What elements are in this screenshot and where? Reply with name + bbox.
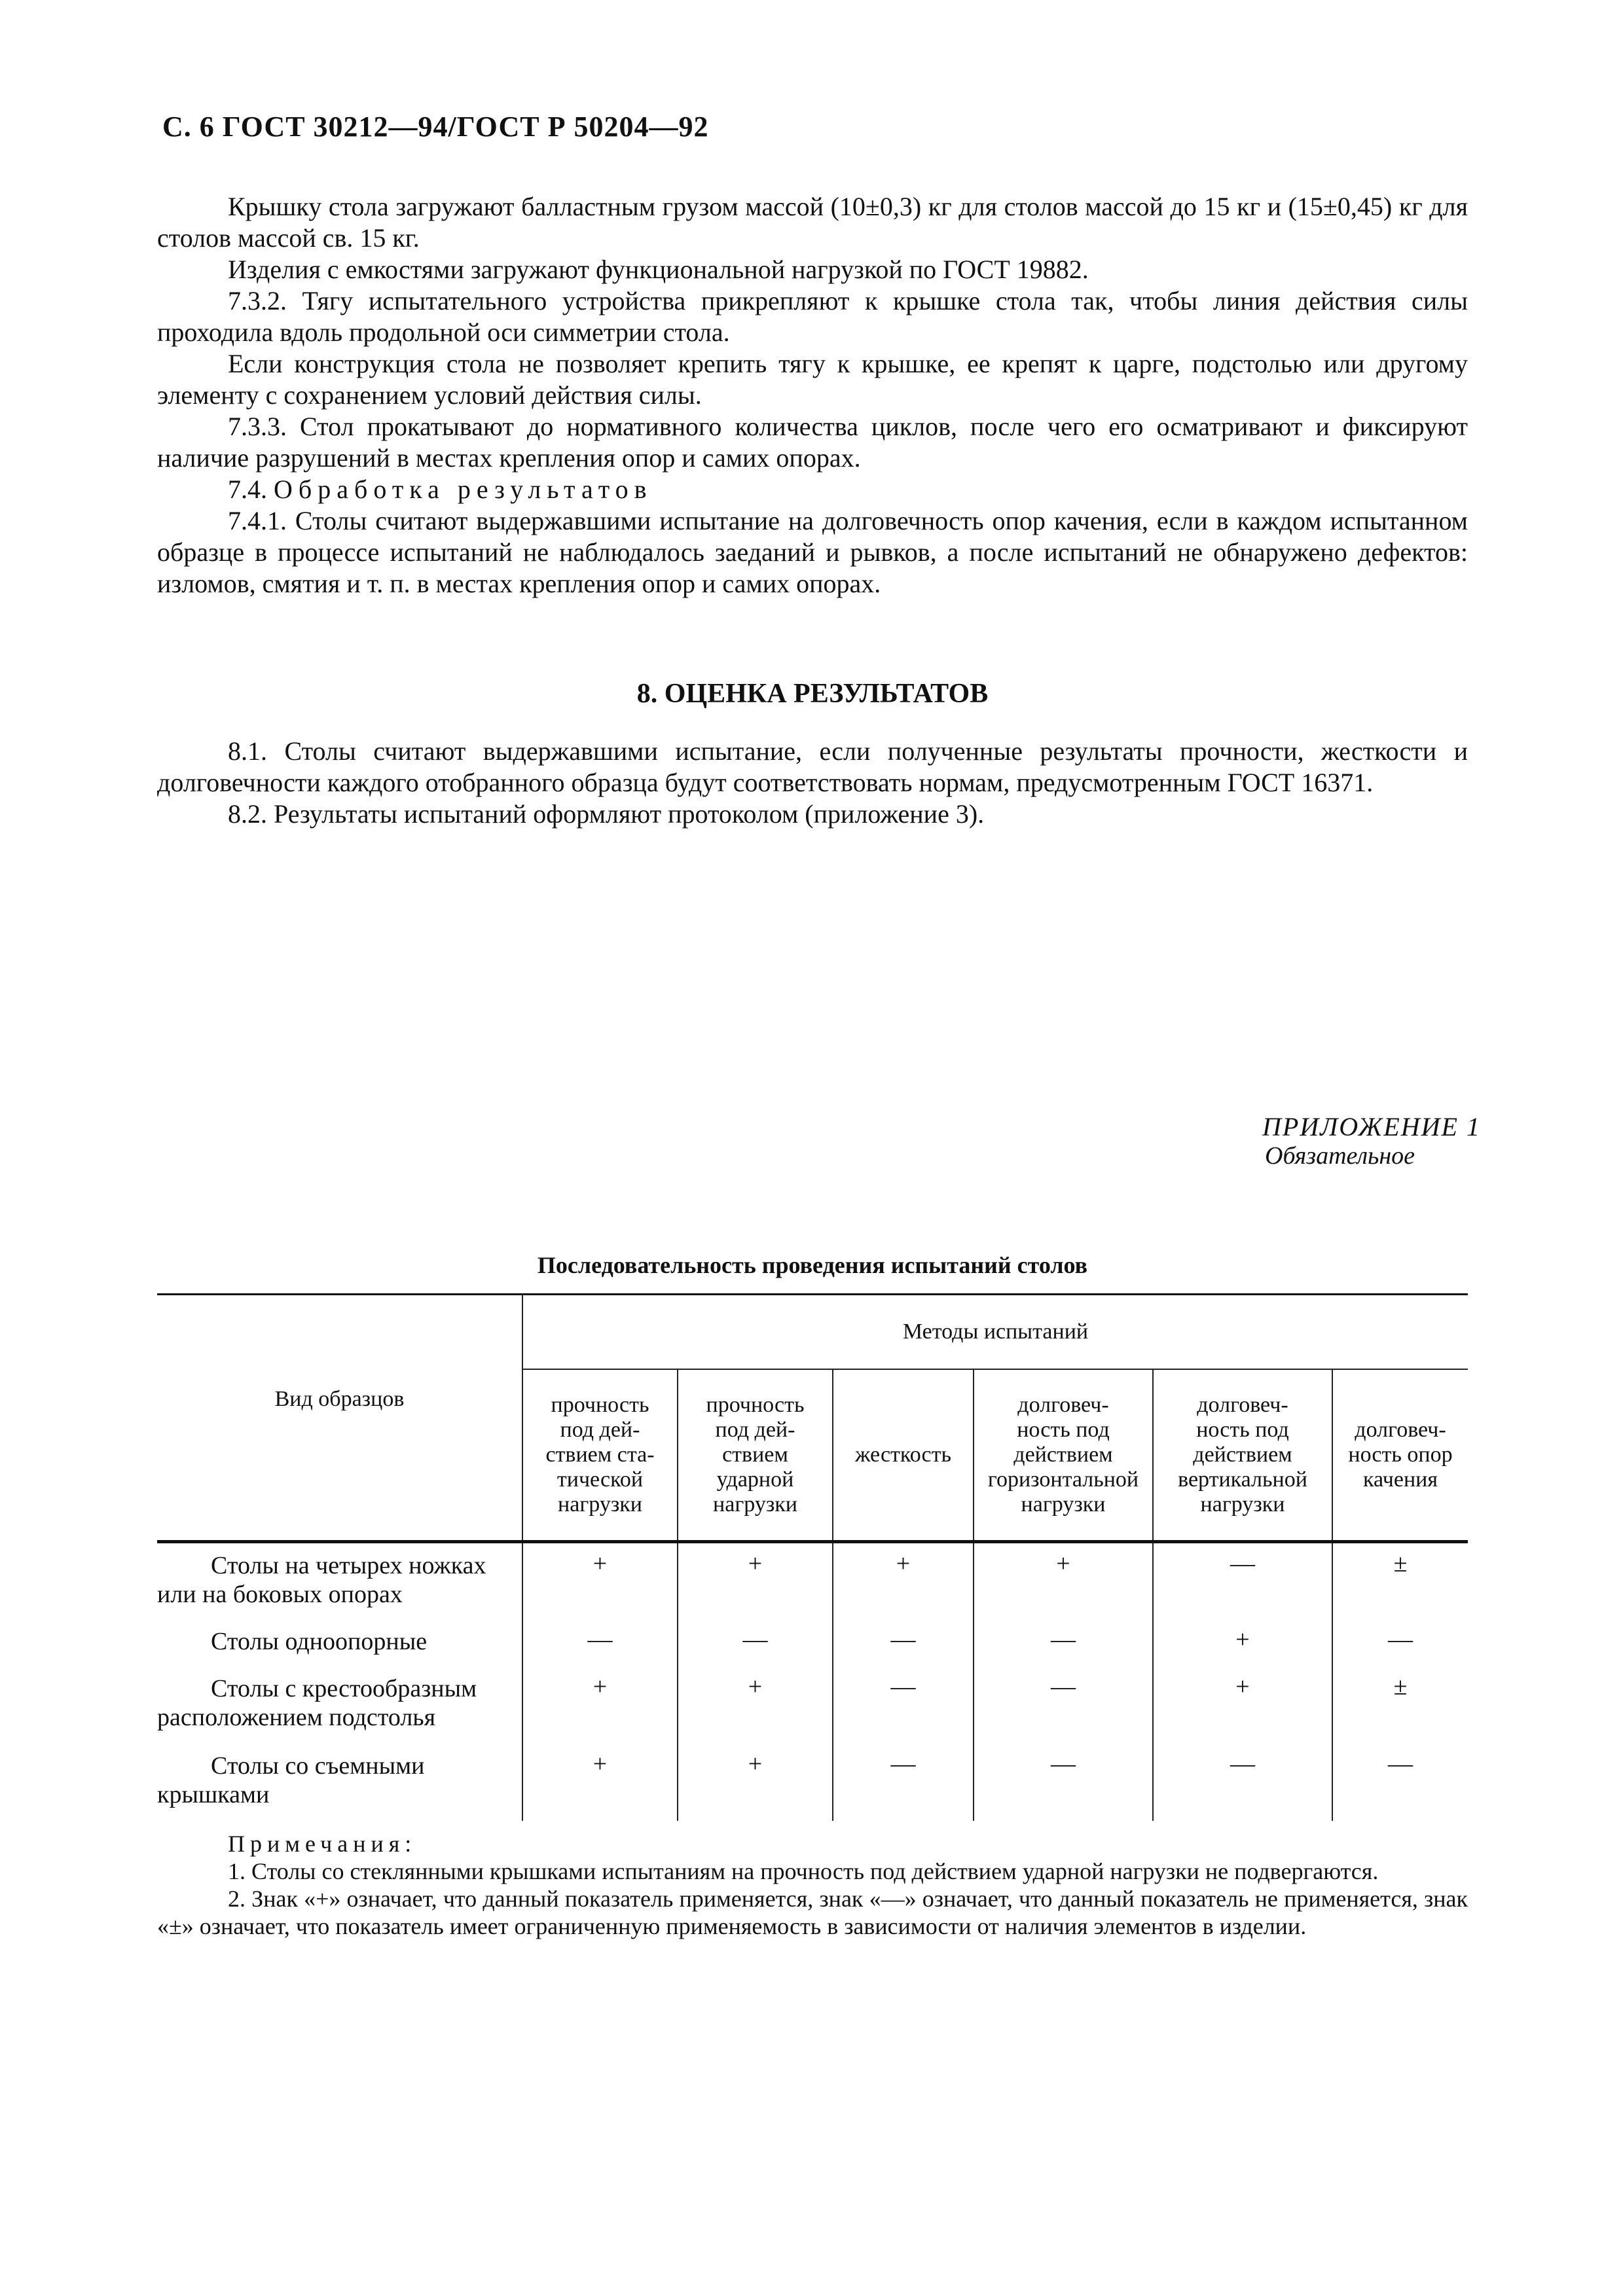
header-line: вертикальной: [1178, 1467, 1307, 1492]
applicability-cell: +: [974, 1542, 1153, 1619]
column-header-method-6: [1332, 1369, 1468, 1542]
table-title: Последовательность проведения испытаний столов: [537, 1252, 1088, 1278]
sample-type-line: или на боковых опорах: [157, 1581, 403, 1608]
applicability-cell: +: [1153, 1619, 1332, 1666]
header-line: ность под: [1196, 1418, 1289, 1442]
note-1: 1. Столы со стеклянными крышками испытаниям на прочность под действием ударной нагрузки не подвергаются.: [228, 1858, 1379, 1884]
sample-type-line: Столы на четырех ножках: [211, 1552, 486, 1579]
header-line: прочность: [551, 1393, 649, 1417]
applicability-cell: —: [1332, 1619, 1468, 1666]
notes: [157, 1830, 1468, 1940]
table-row: [157, 1542, 1468, 1619]
applicability-cell: +: [678, 1666, 833, 1744]
applicability-cell: +: [678, 1744, 833, 1821]
applicability-cell: —: [974, 1666, 1153, 1744]
note-2: 2. Знак «+» означает, что данный показатель применяется, знак «—» означает, что данный показатель не применяется, знак «±» означает, что показатель имеет ограниченную применяемость в зависимости от наличия элементов в изделии.: [157, 1886, 1468, 1939]
header-line: долговеч-: [1197, 1393, 1288, 1417]
paragraph-containers-load: Изделия с емкостями загружают функциональной нагрузкой по ГОСТ 19882.: [228, 255, 1089, 284]
header-line: действием: [1013, 1443, 1113, 1467]
paragraph-7-3-3: 7.3.3. Стол прокатывают до нормативного количества циклов, после чего его осматривают и фиксируют наличие разрушений в местах крепления опор и самих опорах.: [157, 412, 1468, 473]
paragraph-rod-attachment: Если конструкция стола не позволяет крепить тягу к крышке, ее крепят к царге, подстолью или другому элементу с сохранением условий действия силы.: [157, 349, 1468, 410]
sample-type-line: Столы с крестообразным: [211, 1674, 477, 1702]
applicability-cell: +: [522, 1744, 678, 1821]
column-header-method-2: [678, 1369, 833, 1542]
applicability-cell: —: [1332, 1744, 1468, 1821]
page-header: С. 6 ГОСТ 30212—94/ГОСТ Р 50204—92: [162, 111, 709, 143]
applicability-cell: —: [833, 1666, 974, 1744]
header-line: тической: [556, 1467, 644, 1492]
paragraph-7-4-1: 7.4.1. Столы считают выдержавшими испытание на долговечность опор качения, если в каждом испытанном образце в процессе испытаний не наблюдалось заеданий и рывков, а после испытаний не обнаружено дефектов: изломов, смятия и т. п. в местах крепления опор и самих опорах.: [157, 506, 1468, 598]
applicability-cell: +: [1153, 1666, 1332, 1744]
header-line: нагрузки: [1200, 1492, 1285, 1516]
header-line: прочность: [706, 1393, 805, 1417]
applicability-cell: —: [833, 1744, 974, 1821]
sample-type-cell: [157, 1666, 522, 1744]
appendix-label-block: [1262, 1113, 1481, 1170]
header-line: под дей-: [560, 1418, 640, 1442]
sample-type-cell: [157, 1619, 522, 1666]
column-header-method-5: [1153, 1369, 1332, 1542]
applicability-cell: —: [1153, 1744, 1332, 1821]
applicability-cell: —: [1153, 1542, 1332, 1619]
appendix-label: ПРИЛОЖЕНИЕ 1: [1262, 1112, 1481, 1141]
paragraph-7-3-2: 7.3.2. Тягу испытательного устройства прикрепляют к крышке стола так, чтобы линия действия силы проходила вдоль продольной оси симметрии стола.: [157, 286, 1468, 347]
applicability-cell: —: [522, 1619, 678, 1666]
table-row: [157, 1619, 1468, 1666]
applicability-cell: —: [974, 1619, 1153, 1666]
applicability-cell: +: [522, 1542, 678, 1619]
header-line: ность опор: [1348, 1443, 1453, 1467]
header-line: качения: [1363, 1467, 1438, 1492]
applicability-cell: +: [833, 1542, 974, 1619]
sample-type-cell: [157, 1542, 522, 1619]
header-line: жесткость: [854, 1443, 952, 1467]
subsection-title: Обработка результатов: [274, 475, 653, 504]
notes-heading: Примечания:: [228, 1831, 417, 1857]
header-line: нагрузки: [558, 1492, 642, 1516]
header-line: ударной: [716, 1467, 794, 1492]
test-sequence-table: [157, 1293, 1468, 1821]
section-7-text: [157, 191, 1468, 600]
header-line: нагрузки: [713, 1492, 797, 1516]
header-line: горизонтальной: [987, 1467, 1139, 1492]
sample-type-line: крышками: [157, 1780, 270, 1808]
applicability-cell: —: [833, 1619, 974, 1666]
table-row: [157, 1666, 1468, 1744]
header-line: действием: [1193, 1443, 1292, 1467]
section-8-text: [157, 736, 1468, 830]
subsection-7-4-heading: [157, 474, 1468, 505]
section-8-title: 8. ОЦЕНКА РЕЗУЛЬТАТОВ: [636, 679, 989, 709]
sample-type-line: Столы одноопорные: [211, 1627, 428, 1655]
applicability-cell: —: [678, 1619, 833, 1666]
column-header-test-methods: Методы испытаний: [522, 1295, 1468, 1370]
header-line: под дей-: [715, 1418, 795, 1442]
table-row: [157, 1744, 1468, 1821]
paragraph-8-1: 8.1. Столы считают выдержавшими испытание, если полученные результаты прочности, жесткости и долговечности каждого отобранного образца будут соответствовать нормам, предусмотренным ГОСТ 16371.: [157, 736, 1468, 797]
column-header-method-3: [833, 1369, 974, 1542]
column-header-sample-type: Вид образцов: [157, 1295, 522, 1542]
header-line: долговеч-: [1355, 1418, 1446, 1442]
header-line: ность под: [1017, 1418, 1110, 1442]
applicability-cell: ±: [1332, 1542, 1468, 1619]
appendix-status: Обязательное: [1265, 1142, 1415, 1170]
sample-type-line: расположением подстолья: [157, 1703, 436, 1731]
applicability-cell: ±: [1332, 1666, 1468, 1744]
applicability-cell: +: [522, 1666, 678, 1744]
header-line: ствием: [722, 1443, 788, 1467]
paragraph-ballast-load: Крышку стола загружают балластным грузом массой (10±0,3) кг для столов массой до 15 кг и (15±0,45) кг для столов массой св. 15 кг.: [157, 192, 1468, 253]
applicability-cell: +: [678, 1542, 833, 1619]
sample-type-cell: [157, 1744, 522, 1821]
header-line: ствием ста-: [545, 1443, 655, 1467]
header-line: нагрузки: [1021, 1492, 1106, 1516]
subsection-number: 7.4.: [228, 475, 267, 504]
applicability-cell: —: [974, 1744, 1153, 1821]
sample-type-line: Столы со съемными: [211, 1751, 425, 1780]
paragraph-8-2: 8.2. Результаты испытаний оформляют протоколом (приложение 3).: [228, 799, 985, 829]
header-line: долговеч-: [1017, 1393, 1109, 1417]
column-header-method-1: [522, 1369, 678, 1542]
column-header-method-4: [974, 1369, 1153, 1542]
